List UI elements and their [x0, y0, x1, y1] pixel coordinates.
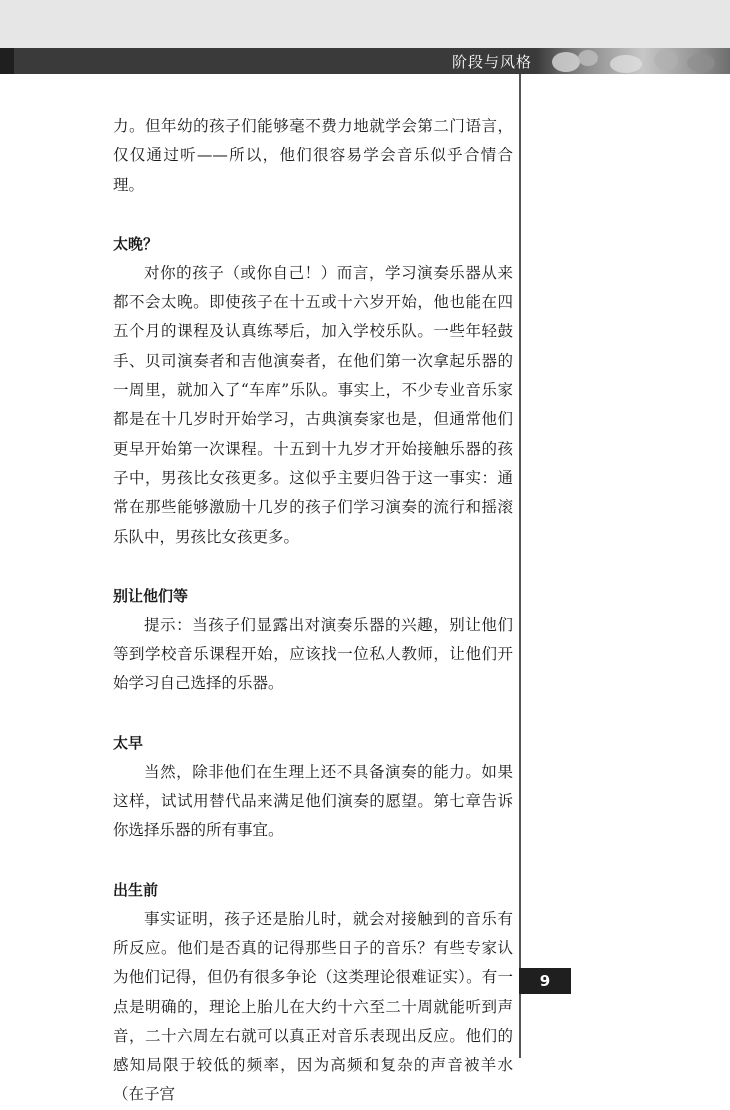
- section-spacer: [113, 699, 513, 729]
- section-text-too-early: 当然，除非他们在生理上还不具备演奏的能力。如果这样，试试用替代品来满足他们演奏的愿望。第七章告诉你选择乐器的所有事宜。: [113, 762, 513, 840]
- section-spacer: [113, 846, 513, 876]
- running-header-bar: [0, 48, 730, 74]
- top-margin-band: [0, 0, 730, 48]
- vertical-margin-rule: [519, 74, 521, 1058]
- section-heading-too-late: 太晚？: [113, 234, 159, 253]
- section-spacer: [113, 200, 513, 230]
- section-text-before-birth: 事实证明，孩子还是胎儿时，就会对接触到的音乐有所反应。他们是否真的记得那些日子的音乐？有些专家认为他们记得，但仍有很多争论（这类理论很难证实）。有一点是明确的，理论上胎儿在大约十六至二十周就能听到声音，二十六周左右就可以真正对音乐表现出反应。他们的感知局限于较低的频率，因为高频和复杂的声音被羊水（在子宫: [113, 909, 513, 1104]
- header-photo-image: [536, 48, 730, 74]
- section-heading-too-early: 太早: [113, 733, 144, 752]
- section-spacer: [113, 552, 513, 582]
- section-text-too-late: 对你的孩子（或你自己！）而言，学习演奏乐器从来都不会太晚。即使孩子在十五或十六岁开始，他也能在四五个月的课程及认真练琴后，加入学校乐队。一些年轻鼓手、贝司演奏者和吉他演奏者，在他们第一次拿起乐器的一周里，就加入了“车库”乐队。事实上，不少专业音乐家都是在十几岁时开始学习，古典演奏家也是，但通常他们更早开始第一次课程。十五到十九岁才开始接触乐器的孩子中，男孩比女孩更多。这似乎主要归咎于这一事实：通常在那些能够激励十几岁的孩子们学习演奏的流行和摇滚乐队中，男孩比女孩更多。: [113, 263, 513, 546]
- section-text-dont-wait: 提示：当孩子们显露出对演奏乐器的兴趣，别让他们等到学校音乐课程开始，应该找一位私人教师，让他们开始学习自己选择的乐器。: [113, 615, 513, 693]
- section-heading-dont-wait: 别让他们等: [113, 586, 189, 605]
- intro-paragraph: 力。但年幼的孩子们能够毫不费力地就学会第二门语言，仅仅通过听——所以，他们很容易学会音乐似乎合情合理。: [113, 117, 513, 194]
- running-title: 阶段与风格: [452, 53, 533, 71]
- page-number-badge: 9: [519, 968, 571, 994]
- main-text-column: [113, 112, 513, 1110]
- header-left-tab: [0, 48, 14, 74]
- section-heading-before-birth: 出生前: [113, 880, 159, 899]
- header-photo-icon: [536, 48, 730, 74]
